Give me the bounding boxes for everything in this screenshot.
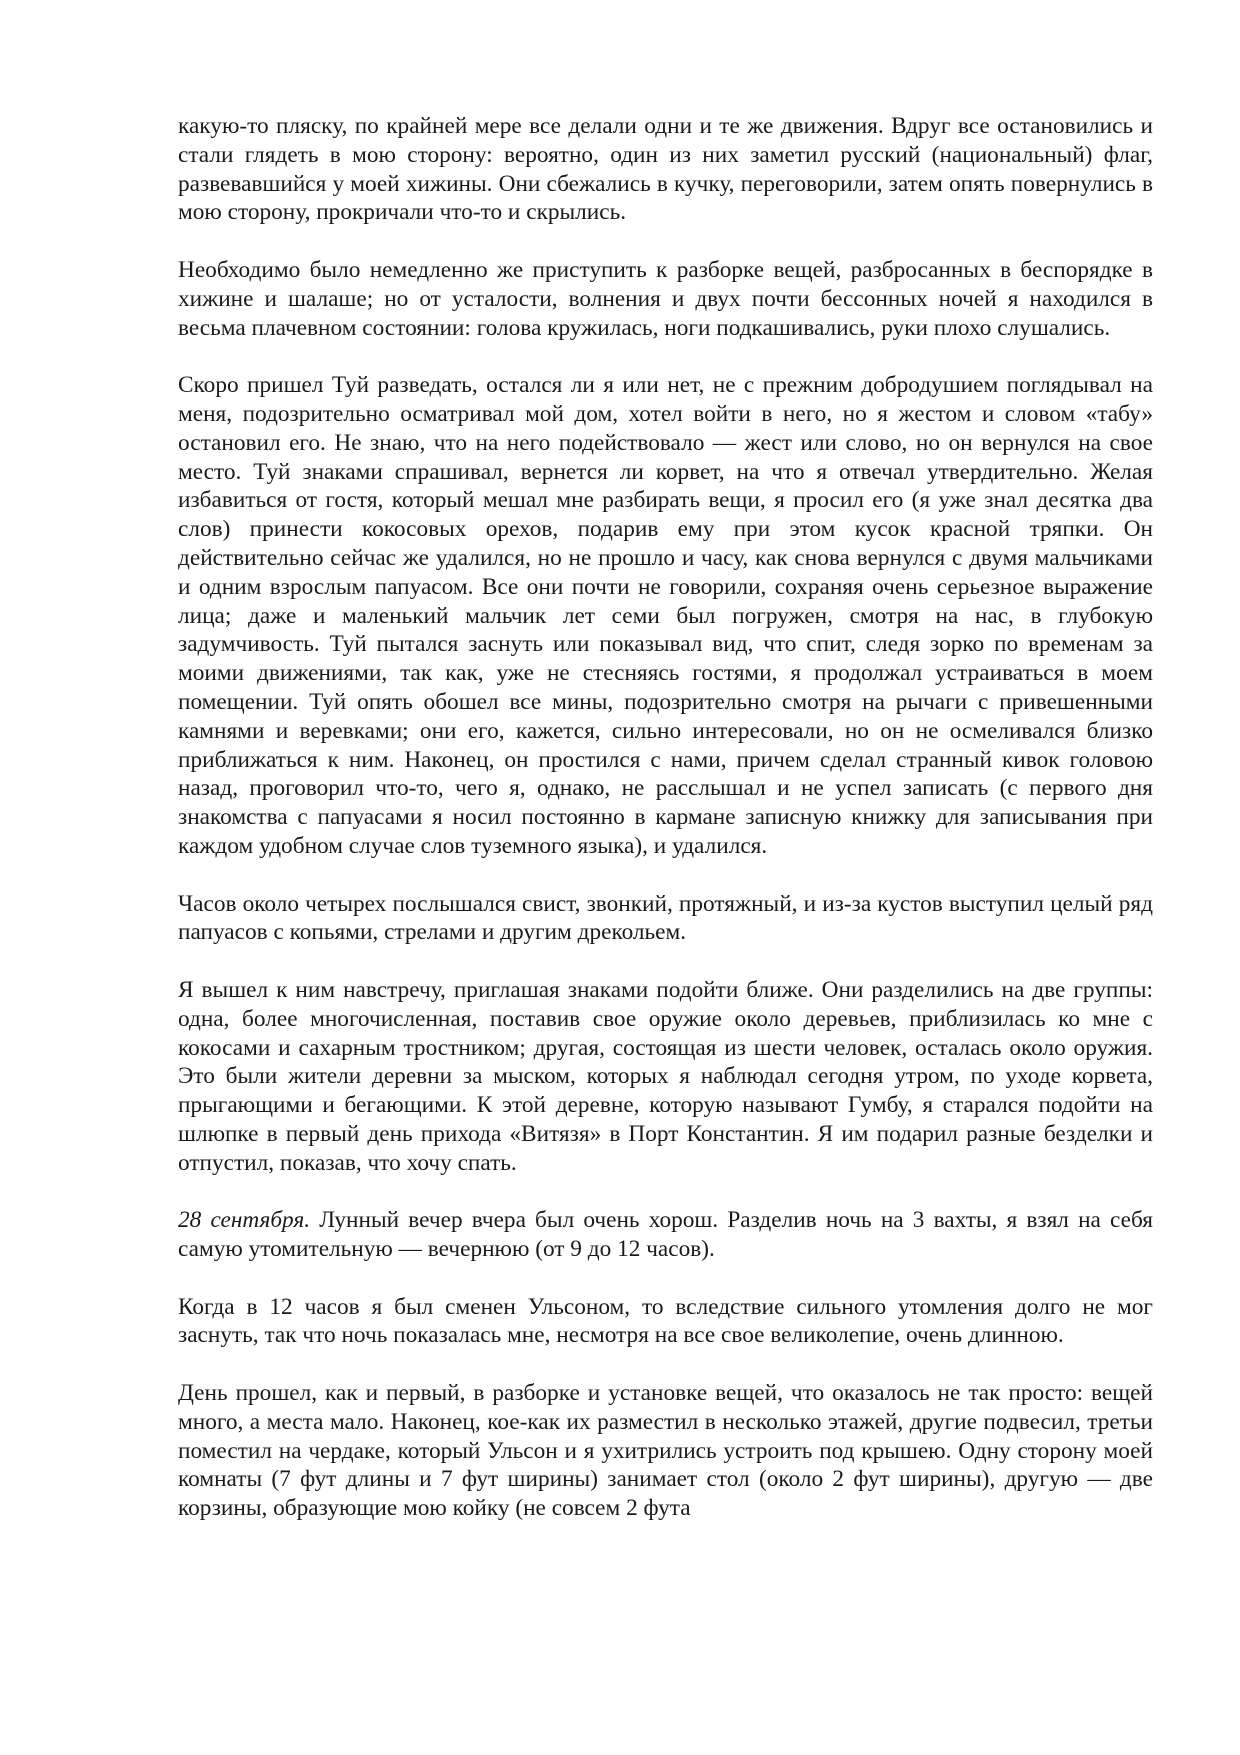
paragraph-7: [178, 1293, 1153, 1351]
paragraph-text: Когда в 12 часов я был сменен Ульсоном, то вследствие сильного утомления долго не мог заснуть, так что ночь показалась мне, несмотря на все свое великолепие, очень длинною.: [178, 1293, 1153, 1349]
paragraph-text: Необходимо было немедленно же приступить к разборке вещей, разбросанных в беспорядке в хижине и шалаше; но от усталости, волнения и двух почти бессонных ночей я находился в весьма плачевном состоянии: голова кружилась, ноги подкашивались, руки плохо слушались.: [178, 256, 1153, 341]
paragraph-text: Я вышел к ним навстречу, приглашая знаками подойти ближе. Они разделились на две группы: одна, более многочисленная, поставив свое оружие около деревьев, приблизилась ко мне с кокосами и сахарным тростником; другая, состоящая из шести человек, осталась около оружия. Это были жители деревни за мыском, которых я наблюдал сегодня утром, по уходе корвета, прыгающими и бегающими. К этой деревне, которую называют Гумбу, я старался подойти на шлюпке в первый день прихода «Витязя» в Порт Константин. Я им подарил разные безделки и отпустил, показав, что хочу спать.: [178, 976, 1153, 1176]
paragraph-text: Скоро пришел Туй разведать, остался ли я или нет, не с прежним добродушием поглядывал на меня, подозрительно осматривал мой дом, хотел войти в него, но я жестом и словом «табу» остановил его. Не знаю, что на него подействовало — жест или слово, но он вернулся на свое место. Туй знаками спрашивал, вернется ли корвет, на что я отвечал утвердительно. Желая избавиться от гостя, который мешал мне разбирать вещи, я просил его (я уже знал десятка два слов) принести кокосовых орехов, подарив ему при этом кусок красной тряпки. Он действительно сейчас же удалился, но не прошло и часу, как снова вернулся с двумя мальчиками и одним взрослым папуасом. Все они почти не говорили, сохраняя очень серьезное выражение лица; даже и маленький мальчик лет семи был погружен, смотря на нас, в глубокую задумчивость. Туй пытался заснуть или показывал вид, что спит, следя зорко по временам за моими движениями, так как, уже не стесняясь гостями, я продолжал устраиваться в моем помещении. Туй опять обошел все мины, подозрительно смотря на рычаги с привешенными камнями и веревками; они его, кажется, сильно интересовали, но он не осмеливался близко приближаться к ним. Наконец, он простился с нами, причем сделал странный кивок головою назад, проговорил что-то, чего я, однако, не расслышал и не успел записать (с первого дня знакомства с папуасами я носил постоянно в кармане записную книжку для записывания при каждом удобном случае слов туземного языка), и удалился.: [178, 372, 1153, 859]
diary-date: 28 сентября.: [178, 1207, 311, 1234]
paragraph-2: [178, 256, 1153, 342]
paragraph-text: Лунный вечер вчера был очень хорош. Разделив ночь на 3 вахты, я взял на себя самую утомительную — вечернюю (от 9 до 12 часов).: [178, 1207, 1153, 1263]
diary-entry-paragraph: [178, 1206, 1153, 1264]
paragraph-text: День прошел, как и первый, в разборке и установке вещей, что оказалось не так просто: вещей много, а места мало. Наконец, кое-как их разместил в несколько этажей, другие подвесил, третьи поместил на чердаке, который Ульсон и я ухитрились устроить под крышею. Одну сторону моей комнаты (7 фут длины и 7 фут ширины) занимает стол (около 2 фут ширины), другую — две корзины, образующие мою койку (не совсем 2 фута: [178, 1380, 1153, 1522]
paragraph-text: какую-то пляску, по крайней мере все делали одни и те же движения. Вдруг все остановились и стали глядеть в мою сторону: вероятно, один из них заметил русский (национальный) флаг, развевавшийся у моей хижины. Они сбежались в кучку, переговорили, затем опять повернулись в мою сторону, прокричали что-то и скрылись.: [178, 113, 1153, 226]
paragraph-text: Часов около четырех послышался свист, звонкий, протяжный, и из-за кустов выступил целый ряд папуасов с копьями, стрелами и другим дрекольем.: [178, 890, 1153, 946]
document-page: [178, 112, 1153, 1523]
paragraph-8: [178, 1379, 1153, 1523]
paragraph-4: [178, 890, 1153, 948]
paragraph-5: [178, 976, 1153, 1178]
paragraph-3: [178, 371, 1153, 861]
paragraph-1: [178, 112, 1153, 227]
